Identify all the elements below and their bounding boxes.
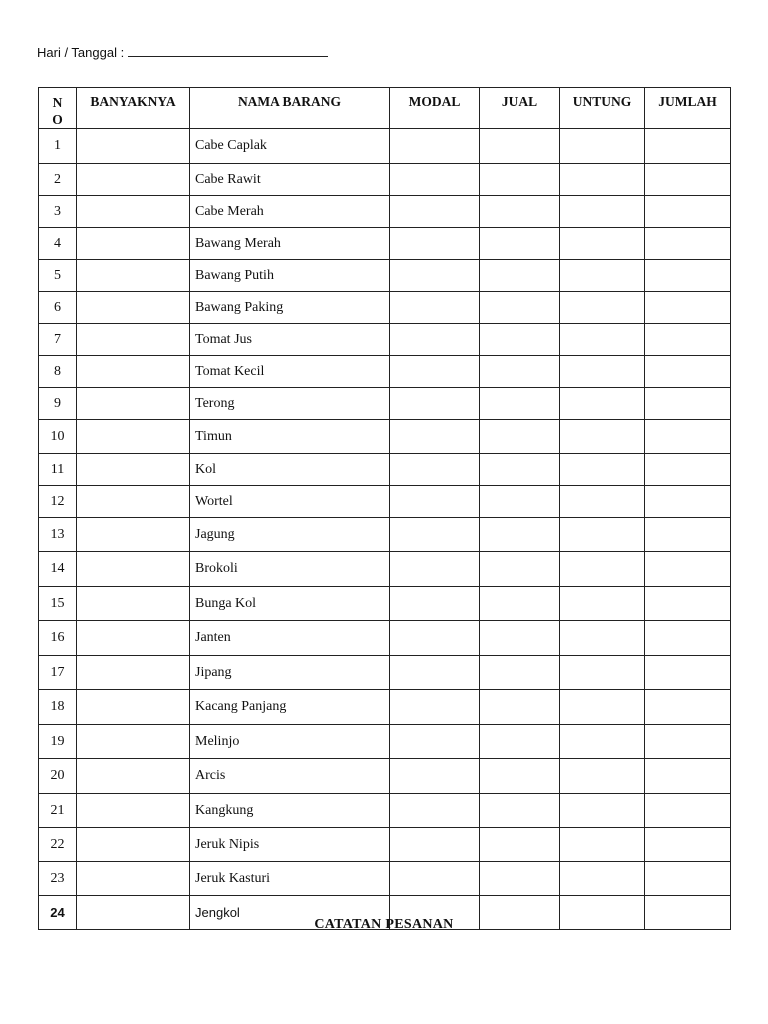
- cell-nama-barang: Jengkol: [190, 896, 390, 930]
- cell-untung[interactable]: [560, 794, 645, 828]
- cell-nama-barang: Bawang Paking: [190, 292, 390, 324]
- table-row: [39, 164, 731, 196]
- cell-banyaknya[interactable]: [77, 587, 190, 621]
- row-number: 4: [39, 228, 77, 260]
- cell-untung[interactable]: [560, 292, 645, 324]
- cell-banyaknya[interactable]: [77, 828, 190, 862]
- cell-nama-barang: Kangkung: [190, 794, 390, 828]
- cell-untung[interactable]: [560, 690, 645, 725]
- table-row: [39, 794, 731, 828]
- date-line: [37, 44, 328, 60]
- cell-jumlah[interactable]: [645, 420, 731, 454]
- table-row: [39, 356, 731, 388]
- table-row: [39, 621, 731, 656]
- col-header-nama-barang: NAMA BARANG: [190, 88, 390, 129]
- cell-banyaknya[interactable]: [77, 656, 190, 690]
- cell-nama-barang: Bunga Kol: [190, 587, 390, 621]
- cell-modal[interactable]: [390, 454, 480, 486]
- cell-banyaknya[interactable]: [77, 518, 190, 552]
- cell-jual[interactable]: [480, 587, 560, 621]
- cell-jual[interactable]: [480, 552, 560, 587]
- cell-nama-barang: Cabe Merah: [190, 196, 390, 228]
- cell-jual[interactable]: [480, 228, 560, 260]
- cell-jumlah[interactable]: [645, 621, 731, 656]
- cell-jumlah[interactable]: [645, 552, 731, 587]
- cell-untung[interactable]: [560, 260, 645, 292]
- col-header-no-n: N: [52, 95, 63, 110]
- cell-untung[interactable]: [560, 725, 645, 759]
- row-number: 21: [39, 794, 77, 828]
- cell-nama-barang: Jipang: [190, 656, 390, 690]
- cell-untung[interactable]: [560, 454, 645, 486]
- cell-modal[interactable]: [390, 260, 480, 292]
- cell-jumlah[interactable]: [645, 164, 731, 196]
- cell-nama-barang: Terong: [190, 388, 390, 420]
- cell-jual[interactable]: [480, 862, 560, 896]
- cell-untung[interactable]: [560, 388, 645, 420]
- cell-untung[interactable]: [560, 356, 645, 388]
- cell-nama-barang: Arcis: [190, 759, 390, 794]
- cell-untung[interactable]: [560, 656, 645, 690]
- cell-modal[interactable]: [390, 486, 480, 518]
- cell-nama-barang: Tomat Jus: [190, 324, 390, 356]
- cell-nama-barang: Bawang Putih: [190, 260, 390, 292]
- cell-banyaknya[interactable]: [77, 862, 190, 896]
- cell-untung[interactable]: [560, 518, 645, 552]
- cell-modal[interactable]: [390, 552, 480, 587]
- table-row: [39, 518, 731, 552]
- cell-jual[interactable]: [480, 794, 560, 828]
- row-number: 6: [39, 292, 77, 324]
- cell-modal[interactable]: [390, 587, 480, 621]
- cell-nama-barang: Jeruk Kasturi: [190, 862, 390, 896]
- cell-nama-barang: Timun: [190, 420, 390, 454]
- cell-banyaknya[interactable]: [77, 420, 190, 454]
- row-number: 24: [39, 896, 77, 930]
- table-row: [39, 292, 731, 324]
- row-number: 22: [39, 828, 77, 862]
- cell-jual[interactable]: [480, 292, 560, 324]
- cell-nama-barang: Tomat Kecil: [190, 356, 390, 388]
- col-header-jual: JUAL: [480, 88, 560, 129]
- row-number: 19: [39, 725, 77, 759]
- cell-modal[interactable]: [390, 794, 480, 828]
- row-number: 16: [39, 621, 77, 656]
- cell-jumlah[interactable]: [645, 690, 731, 725]
- table-row: [39, 420, 731, 454]
- cell-modal[interactable]: [390, 690, 480, 725]
- cell-jumlah[interactable]: [645, 292, 731, 324]
- cell-jual[interactable]: [480, 260, 560, 292]
- cell-nama-barang: Bawang Merah: [190, 228, 390, 260]
- cell-nama-barang: Cabe Caplak: [190, 129, 390, 164]
- cell-nama-barang: Cabe Rawit: [190, 164, 390, 196]
- row-number: 12: [39, 486, 77, 518]
- cell-modal[interactable]: [390, 759, 480, 794]
- cell-jumlah[interactable]: [645, 794, 731, 828]
- cell-jual[interactable]: [480, 164, 560, 196]
- cell-jumlah[interactable]: [645, 260, 731, 292]
- cell-untung[interactable]: [560, 228, 645, 260]
- row-number: 2: [39, 164, 77, 196]
- cell-jual[interactable]: [480, 356, 560, 388]
- cell-jual[interactable]: [480, 690, 560, 725]
- row-number: 14: [39, 552, 77, 587]
- col-header-modal: MODAL: [390, 88, 480, 129]
- cell-nama-barang: Kacang Panjang: [190, 690, 390, 725]
- cell-modal[interactable]: [390, 129, 480, 164]
- cell-banyaknya[interactable]: [77, 388, 190, 420]
- cell-untung[interactable]: [560, 759, 645, 794]
- cell-modal[interactable]: [390, 725, 480, 759]
- cell-banyaknya[interactable]: [77, 690, 190, 725]
- cell-modal[interactable]: [390, 862, 480, 896]
- col-header-no: [39, 88, 77, 129]
- cell-jumlah[interactable]: [645, 759, 731, 794]
- cell-nama-barang: Kol: [190, 454, 390, 486]
- cell-jumlah[interactable]: [645, 518, 731, 552]
- table-row: [39, 228, 731, 260]
- cell-banyaknya[interactable]: [77, 486, 190, 518]
- table-row: [39, 260, 731, 292]
- cell-jual[interactable]: [480, 420, 560, 454]
- col-header-jumlah: JUMLAH: [645, 88, 731, 129]
- cell-modal[interactable]: [390, 356, 480, 388]
- cell-nama-barang: Brokoli: [190, 552, 390, 587]
- cell-nama-barang: Jeruk Nipis: [190, 828, 390, 862]
- cell-jual[interactable]: [480, 621, 560, 656]
- cell-jumlah[interactable]: [645, 454, 731, 486]
- cell-untung[interactable]: [560, 196, 645, 228]
- row-number: 7: [39, 324, 77, 356]
- cell-jumlah[interactable]: [645, 725, 731, 759]
- row-number: 13: [39, 518, 77, 552]
- table-row: [39, 129, 731, 164]
- cell-untung[interactable]: [560, 587, 645, 621]
- cell-modal[interactable]: [390, 656, 480, 690]
- row-number: 3: [39, 196, 77, 228]
- cell-banyaknya[interactable]: [77, 725, 190, 759]
- cell-banyaknya[interactable]: [77, 129, 190, 164]
- cell-jual[interactable]: [480, 725, 560, 759]
- table-header-row: [39, 88, 731, 129]
- table-row: [39, 388, 731, 420]
- cell-untung[interactable]: [560, 129, 645, 164]
- cell-jumlah[interactable]: [645, 196, 731, 228]
- cell-jumlah[interactable]: [645, 356, 731, 388]
- row-number: 8: [39, 356, 77, 388]
- cell-banyaknya[interactable]: [77, 794, 190, 828]
- goods-table: [38, 87, 731, 930]
- row-number: 15: [39, 587, 77, 621]
- col-header-banyaknya: BANYAKNYA: [77, 88, 190, 129]
- cell-banyaknya[interactable]: [77, 454, 190, 486]
- cell-untung[interactable]: [560, 164, 645, 196]
- cell-untung[interactable]: [560, 486, 645, 518]
- date-label: Hari / Tanggal :: [37, 45, 125, 60]
- table-row: [39, 690, 731, 725]
- cell-banyaknya[interactable]: [77, 552, 190, 587]
- cell-jual[interactable]: [480, 196, 560, 228]
- cell-jumlah[interactable]: [645, 228, 731, 260]
- row-number: 18: [39, 690, 77, 725]
- cell-jual[interactable]: [480, 656, 560, 690]
- row-number: 1: [39, 129, 77, 164]
- row-number: 17: [39, 656, 77, 690]
- cell-modal[interactable]: [390, 228, 480, 260]
- cell-modal[interactable]: [390, 621, 480, 656]
- cell-banyaknya[interactable]: [77, 324, 190, 356]
- cell-modal[interactable]: [390, 518, 480, 552]
- cell-jual[interactable]: [480, 454, 560, 486]
- table-row: [39, 587, 731, 621]
- cell-modal[interactable]: [390, 420, 480, 454]
- cell-untung[interactable]: [560, 862, 645, 896]
- col-header-untung: UNTUNG: [560, 88, 645, 129]
- cell-modal[interactable]: [390, 324, 480, 356]
- cell-nama-barang: Melinjo: [190, 725, 390, 759]
- cell-banyaknya[interactable]: [77, 356, 190, 388]
- cell-modal[interactable]: [390, 292, 480, 324]
- cell-untung[interactable]: [560, 621, 645, 656]
- cell-jumlah[interactable]: [645, 862, 731, 896]
- cell-jumlah[interactable]: [645, 324, 731, 356]
- cell-banyaknya[interactable]: [77, 260, 190, 292]
- cell-jual[interactable]: [480, 129, 560, 164]
- row-number: 20: [39, 759, 77, 794]
- cell-modal[interactable]: [390, 828, 480, 862]
- row-number: 10: [39, 420, 77, 454]
- row-number: 5: [39, 260, 77, 292]
- cell-jumlah[interactable]: [645, 486, 731, 518]
- cell-banyaknya[interactable]: [77, 164, 190, 196]
- cell-nama-barang: Jagung: [190, 518, 390, 552]
- cell-modal[interactable]: [390, 388, 480, 420]
- footer-title: CATATAN PESANAN: [314, 917, 454, 932]
- table-row: [39, 828, 731, 862]
- cell-jumlah[interactable]: [645, 656, 731, 690]
- cell-untung[interactable]: [560, 420, 645, 454]
- row-number: 23: [39, 862, 77, 896]
- table-row: [39, 454, 731, 486]
- cell-jumlah[interactable]: [645, 388, 731, 420]
- cell-modal[interactable]: [390, 164, 480, 196]
- col-header-no-o: O: [52, 112, 63, 127]
- date-blank-field[interactable]: [128, 44, 328, 57]
- cell-jumlah[interactable]: [645, 129, 731, 164]
- cell-nama-barang: Janten: [190, 621, 390, 656]
- cell-jual[interactable]: [480, 759, 560, 794]
- cell-jumlah[interactable]: [645, 828, 731, 862]
- cell-untung[interactable]: [560, 828, 645, 862]
- cell-nama-barang: Wortel: [190, 486, 390, 518]
- table-row: [39, 486, 731, 518]
- cell-jual[interactable]: [480, 828, 560, 862]
- cell-untung[interactable]: [560, 552, 645, 587]
- cell-jual[interactable]: [480, 324, 560, 356]
- row-number: 9: [39, 388, 77, 420]
- table-row: [39, 725, 731, 759]
- cell-banyaknya[interactable]: [77, 759, 190, 794]
- cell-jumlah[interactable]: [645, 587, 731, 621]
- table-row: [39, 552, 731, 587]
- cell-banyaknya[interactable]: [77, 196, 190, 228]
- cell-banyaknya[interactable]: [77, 292, 190, 324]
- cell-jual[interactable]: [480, 518, 560, 552]
- cell-banyaknya[interactable]: [77, 621, 190, 656]
- table-row: [39, 862, 731, 896]
- cell-jual[interactable]: [480, 388, 560, 420]
- row-number: 11: [39, 454, 77, 486]
- table-row: [39, 324, 731, 356]
- table-row: [39, 196, 731, 228]
- cell-banyaknya[interactable]: [77, 228, 190, 260]
- table-row: [39, 759, 731, 794]
- cell-jual[interactable]: [480, 486, 560, 518]
- table-row: [39, 656, 731, 690]
- cell-modal[interactable]: [390, 196, 480, 228]
- cell-untung[interactable]: [560, 324, 645, 356]
